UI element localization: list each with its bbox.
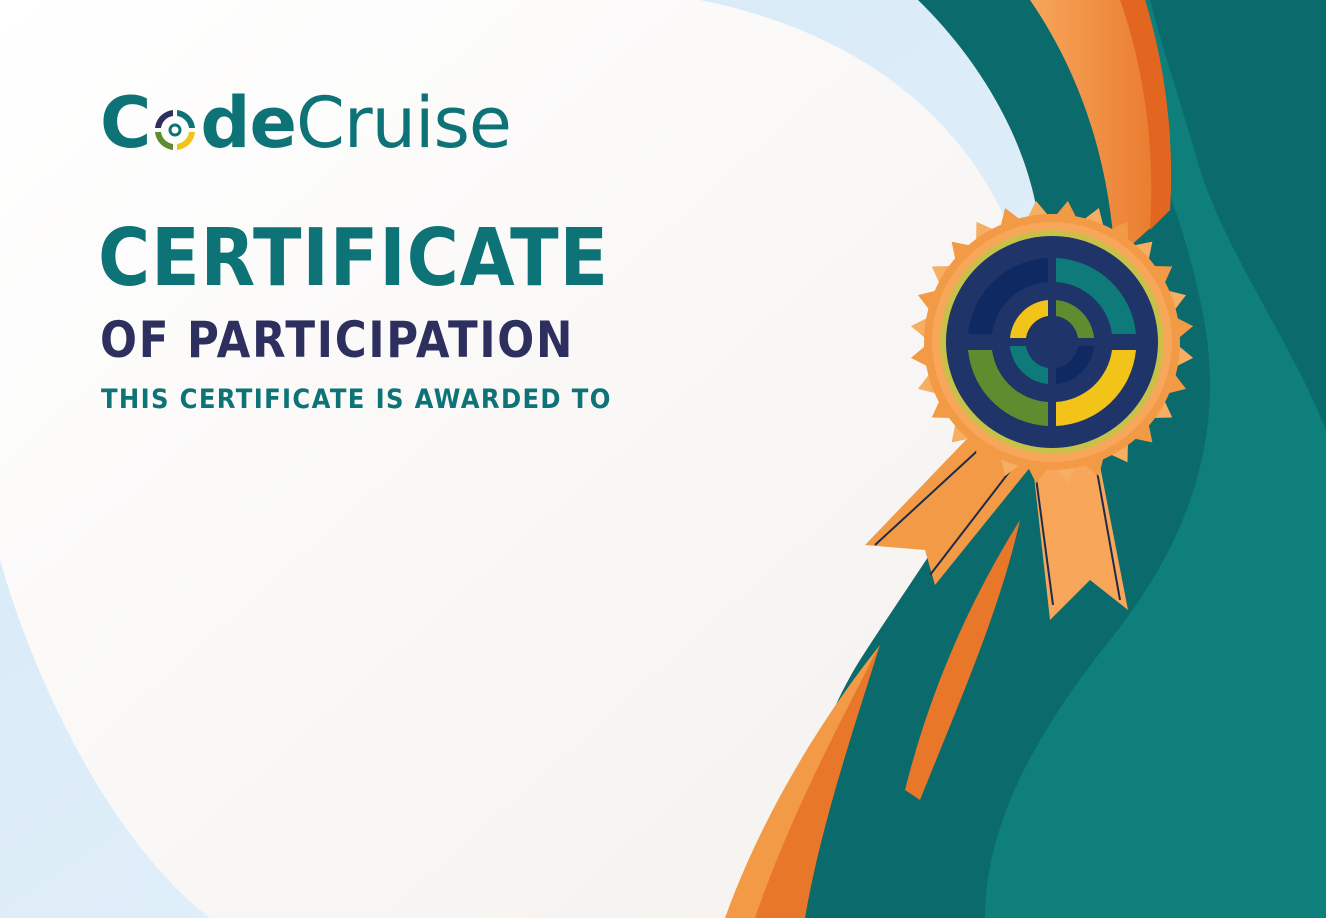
certificate-title: CERTIFICATE xyxy=(98,212,609,304)
brand-logo xyxy=(100,78,511,168)
recipient-name xyxy=(100,460,700,520)
rosette-seal-icon xyxy=(911,201,1193,483)
target-ring-icon xyxy=(152,107,198,153)
certificate-subtitle: OF PARTICIPATION xyxy=(100,311,575,369)
logo-text-de: de xyxy=(200,82,296,164)
logo-text-cruise: Cruise xyxy=(295,82,511,164)
awarded-to-line: THIS CERTIFICATE IS AWARDED TO xyxy=(101,384,612,415)
logo-text-c: C xyxy=(100,82,151,164)
